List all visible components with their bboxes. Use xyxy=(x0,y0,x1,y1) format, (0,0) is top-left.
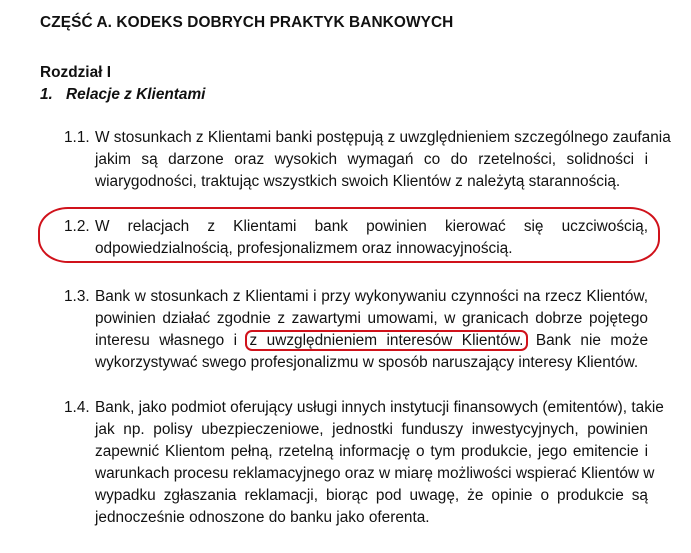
paragraph-line: Bank, jako podmiot oferujący usługi innych instytucji finansowych (emitentów), takie xyxy=(95,399,664,416)
paragraph-line: jednocześnie odnoszone do banku jako oferenta. xyxy=(95,509,430,526)
section-title: Relacje z Klientami xyxy=(66,86,206,103)
paragraph-line: Bank w stosunkach z Klientami i przy wykonywaniu czynności na rzecz Klientów, xyxy=(95,288,648,305)
paragraph-line: odpowiedzialnością, profesjonalizmem oraz innowacyjnością. xyxy=(95,240,513,257)
page-title: CZĘŚĆ A. KODEKS DOBRYCH PRAKTYK BANKOWYCH xyxy=(40,14,454,31)
paragraph-line: W stosunkach z Klientami banki postępują z uwzględnieniem szczególnego zaufania xyxy=(95,129,671,146)
paragraph-1-1 xyxy=(64,127,671,193)
paragraph-line: powinien działać zgodnie z zawartymi umowami, w granicach dobrze pojętego xyxy=(95,310,648,327)
paragraph-1-3 xyxy=(64,286,648,374)
text-segment: Bank nie może xyxy=(535,332,648,349)
paragraph-line: warunkach procesu reklamacyjnego oraz w miarę możliwości wspierać Klientów w xyxy=(95,465,655,482)
paragraph-line: wypadku zgłaszania reklamacji, biorąc pod uwagę, że opinie o produkcie są xyxy=(95,487,648,504)
paragraph-line: zapewnić Klientom pełną, rzetelną informację o tym produkcie, jego emitencie i xyxy=(95,443,648,460)
paragraph-line: wiarygodności, traktując wszystkich swoich Klientów z należytą starannością. xyxy=(95,173,621,190)
section-number: 1. xyxy=(40,86,53,103)
red-highlight-box: z uwzględnieniem interesów Klientów. xyxy=(245,330,529,351)
paragraph-line: W relacjach z Klientami bank powinien kierować się uczciwością, xyxy=(95,218,648,235)
paragraph-number: 1.2. xyxy=(64,218,90,235)
section-heading xyxy=(40,86,205,104)
paragraph-1-2 xyxy=(64,216,648,260)
paragraph-number: 1.4. xyxy=(64,399,90,416)
paragraph-line: jakim są darzone oraz wysokich wymagań co do rzetelności, solidności i xyxy=(95,151,648,168)
text-segment: interesu własnego i xyxy=(95,332,238,349)
paragraph-line: jak np. polisy ubezpieczeniowe, jednostki funduszy inwestycyjnych, powinien xyxy=(95,421,648,438)
paragraph-line: wykorzystywać swego profesjonalizmu w sposób naruszający interesy Klientów. xyxy=(95,354,639,371)
paragraph-number: 1.3. xyxy=(64,288,90,305)
paragraph-1-4 xyxy=(64,397,664,529)
paragraph-line xyxy=(95,330,648,352)
paragraph-number: 1.1. xyxy=(64,129,90,146)
chapter-heading: Rozdział I xyxy=(40,64,111,81)
